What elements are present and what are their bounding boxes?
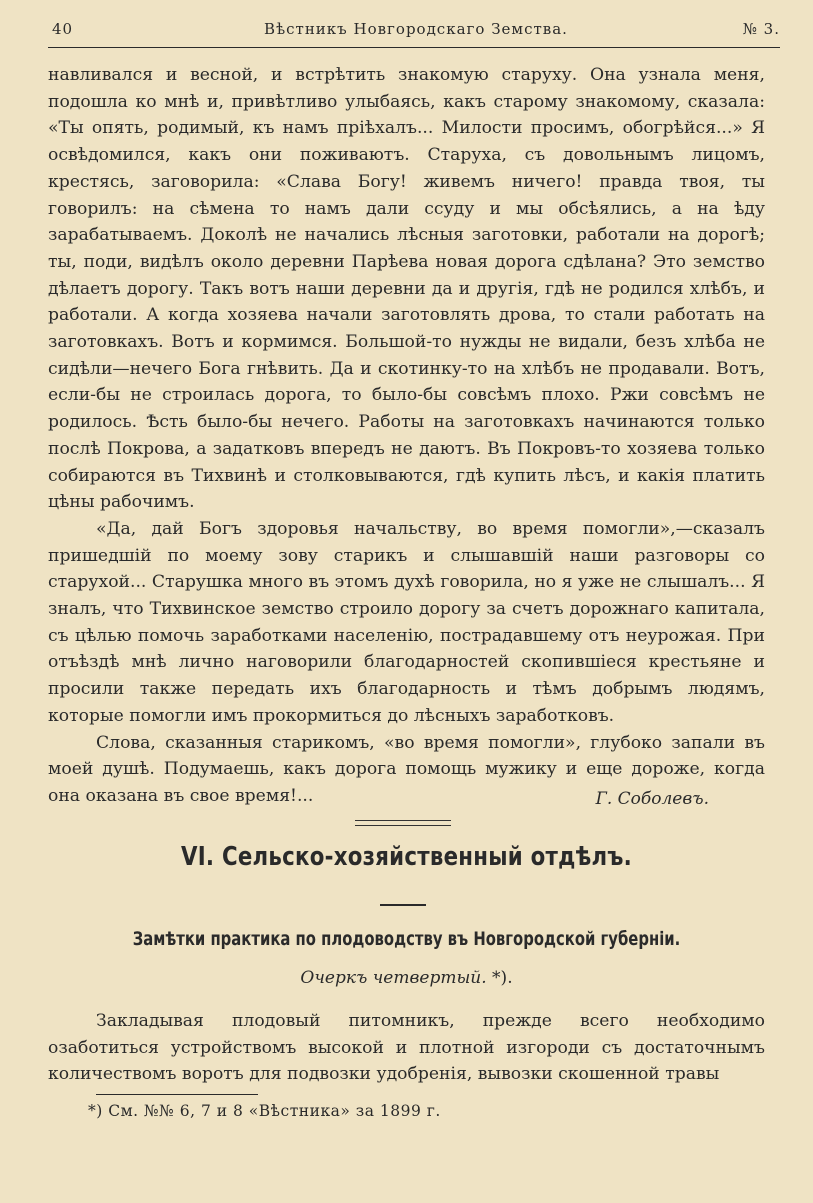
article-title: Замѣтки практика по плодоводству въ Новгородской губерніи. [132,928,681,950]
essay-label: Очеркъ четвертый. [300,968,487,988]
footnote-rule [96,1094,258,1095]
essay-subtitle [0,968,813,988]
header-rule [48,47,780,48]
page-number: 40 [52,20,74,38]
section-title: VI. Сельско-хозяйственный отдѣлъ. [181,842,632,872]
author-signature: Г. Соболевъ. [595,789,709,809]
footnote: *) См. №№ 6, 7 и 8 «Вѣстника» за 1899 г. [88,1102,441,1120]
journal-title: Вѣстникъ Новгородскаго Земства. [264,20,568,38]
page-header [52,20,780,44]
article-body [48,62,765,810]
article-text [48,1008,765,1088]
paragraph: «Да, дай Богъ здоровья начальству, во время помогли»,—сказалъ пришедшій по моему зову старикъ и слышавшій наши разговоры со старухой... Старушка много въ этомъ духѣ говорила, но я уже не слышалъ... Я зналъ, что Тихвинское земство строило дорогу за счетъ дорожнаго капитала, съ цѣлью помочь заработками населенію, пострадавшему отъ неурожая. При отъѣздѣ мнѣ лично наговорили благодарностей скопившіеся крестьяне и просили также передать ихъ благодарность и тѣмъ добрымъ людямъ, которые помогли имъ прокормиться до лѣсныхъ заработковъ. [48,518,765,726]
paragraph: Закладывая плодовый питомникъ, прежде всего необходимо озаботиться устройствомъ высокой и плотной изгороди съ достаточнымъ количествомъ воротъ для подвозки удобренія, вывозки скошенной травы [48,1011,765,1085]
divider-ornament [355,820,451,826]
paragraph: Слова, сказанныя старикомъ, «во время помогли», глубоко запали въ моей душѣ. Подумаешь, какъ дорога помощь мужику и еще дороже, когда она оказана въ свое время!... [48,732,765,806]
footnote-marker: *). [486,968,513,988]
issue-number: № 3. [742,20,780,38]
paragraph: навливался и весной, и встрѣтить знакомую старуху. Она узнала меня, подошла ко мнѣ и, привѣтливо улыбаясь, какъ старому знакомому, сказала: «Ты опять, родимый, къ намъ пріѣхалъ... Милости просимъ, обогрѣйся...» Я освѣдомился, какъ они поживаютъ. Старуха, съ довольнымъ лицомъ, крестясь, заговорила: «Слава Богу! живемъ ничего! правда твоя, ты говорилъ: на сѣмена то намъ дали ссуду и мы обсѣялись, а на ѣду зарабатываемъ. Доколѣ не начались лѣсныя заготовки, работали на дорогѣ; ты, поди, видѣлъ около деревни Парѣева новая дорога сдѣлана? Это земство дѣлаетъ дорогу. Такъ вотъ наши деревни да и другія, гдѣ не родился хлѣбъ, и работали. А когда хозяева начали заготовлять дрова, то стали работать на заготовкахъ. Вотъ и кормимся. Большой-то нужды не видали, безъ хлѣба не сидѣли—нечего Бога гнѣвить. Да и скотинку-то на хлѣбъ не продавали. Вотъ, если-бы не строилась дорога, то было-бы совсѣмъ плохо. Ржи совсѣмъ не родилось. Ѣсть было-бы нечего. Работы на заготовкахъ начинаются только послѣ Покрова, а задатковъ впередъ не даютъ. Въ Покровъ-то хозяева только собираются въ Тихвинѣ и столковываются, гдѣ купить лѣсъ, и какія платить цѣны рабочимъ. [48,65,765,513]
divider [380,904,426,906]
